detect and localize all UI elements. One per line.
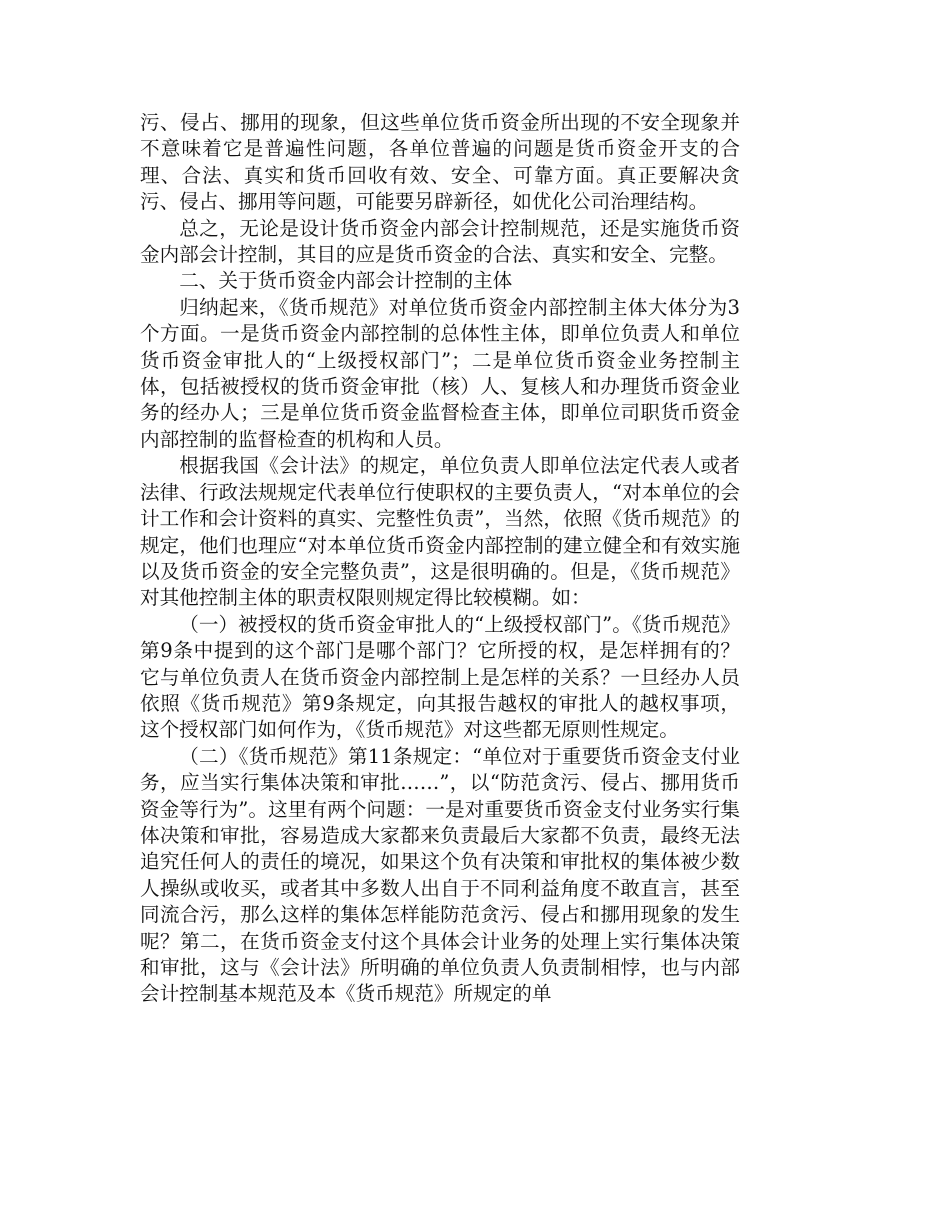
- paragraph-control-subjects: 归纳起来，《货币规范》对单位货币资金内部控制主体大体分为3个方面。一是货币资金内部控制的总体性主体，即单位负责人和单位货币资金审批人的“上级授权部门”；二是单位货币资金业务控制主体，包括被授权的货币资金审批（核）人、复核人和办理货币资金业务的经办人；三是单位货币资金监督检查主体，即单位司职货币资金内部控制的监督检查的机构和人员。: [140, 295, 740, 451]
- paragraph-summary: 总之，无论是设计货币资金内部会计控制规范，还是实施货币资金内部会计控制，其目的应是货币资金的合法、真实和安全、完整。: [140, 216, 740, 267]
- paragraph-item-one: （一）被授权的货币资金审批人的“上级授权部门”。《货币规范》第9条中提到的这个部门是哪个部门？它所授的权，是怎样拥有的？它与单位负责人在货币资金内部控制上是怎样的关系？一旦经办人员依照《货币规范》第9条规定，向其报告越权的审批人的越权事项，这个授权部门如何作为，《货币规范》对这些都无原则性规定。: [140, 612, 740, 742]
- paragraph-continuation: 污、侵占、挪用的现象，但这些单位货币资金所出现的不安全现象并不意味着它是普遍性问题，各单位普遍的问题是货币资金开支的合理、合法、真实和货币回收有效、安全、可靠方面。真正要解决贪污、侵占、挪用等问题，可能要另辟新径，如优化公司治理结构。: [140, 111, 740, 214]
- paragraph-item-two: （二）《货币规范》第11条规定：“单位对于重要货币资金支付业务，应当实行集体决策和审批……”，以“防范贪污、侵占、挪用货币资金等行为”。这里有两个问题：一是对重要货币资金支付业务实行集体决策和审批，容易造成大家都来负责最后大家都不负责，最终无法追究任何人的责任的境况，如果这个负有决策和审批权的集体被少数人操纵或收买，或者其中多数人出自于不同利益角度不敢直言，甚至同流合污，那么这样的集体怎样能防范贪污、侵占和挪用现象的发生呢？第二，在货币资金支付这个具体会计业务的处理上实行集体决策和审批，这与《会计法》所明确的单位负责人负责制相悖，也与内部会计控制基本规范及本《货币规范》所规定的单: [140, 744, 740, 1006]
- paragraph-accounting-law: 根据我国《会计法》的规定，单位负责人即单位法定代表人或者法律、行政法规规定代表单位行使职权的主要负责人，“对本单位的会计工作和会计资料的真实、完整性负责”，当然，依照《货币规范》的规定，他们也理应“对本单位货币资金内部控制的建立健全和有效实施以及货币资金的安全完整负责”，这是很明确的。但是，《货币规范》对其他控制主体的职责权限则规定得比较模糊。如：: [140, 454, 740, 610]
- document-page: [140, 110, 740, 1008]
- section-heading: 二、关于货币资金内部会计控制的主体: [179, 269, 513, 293]
